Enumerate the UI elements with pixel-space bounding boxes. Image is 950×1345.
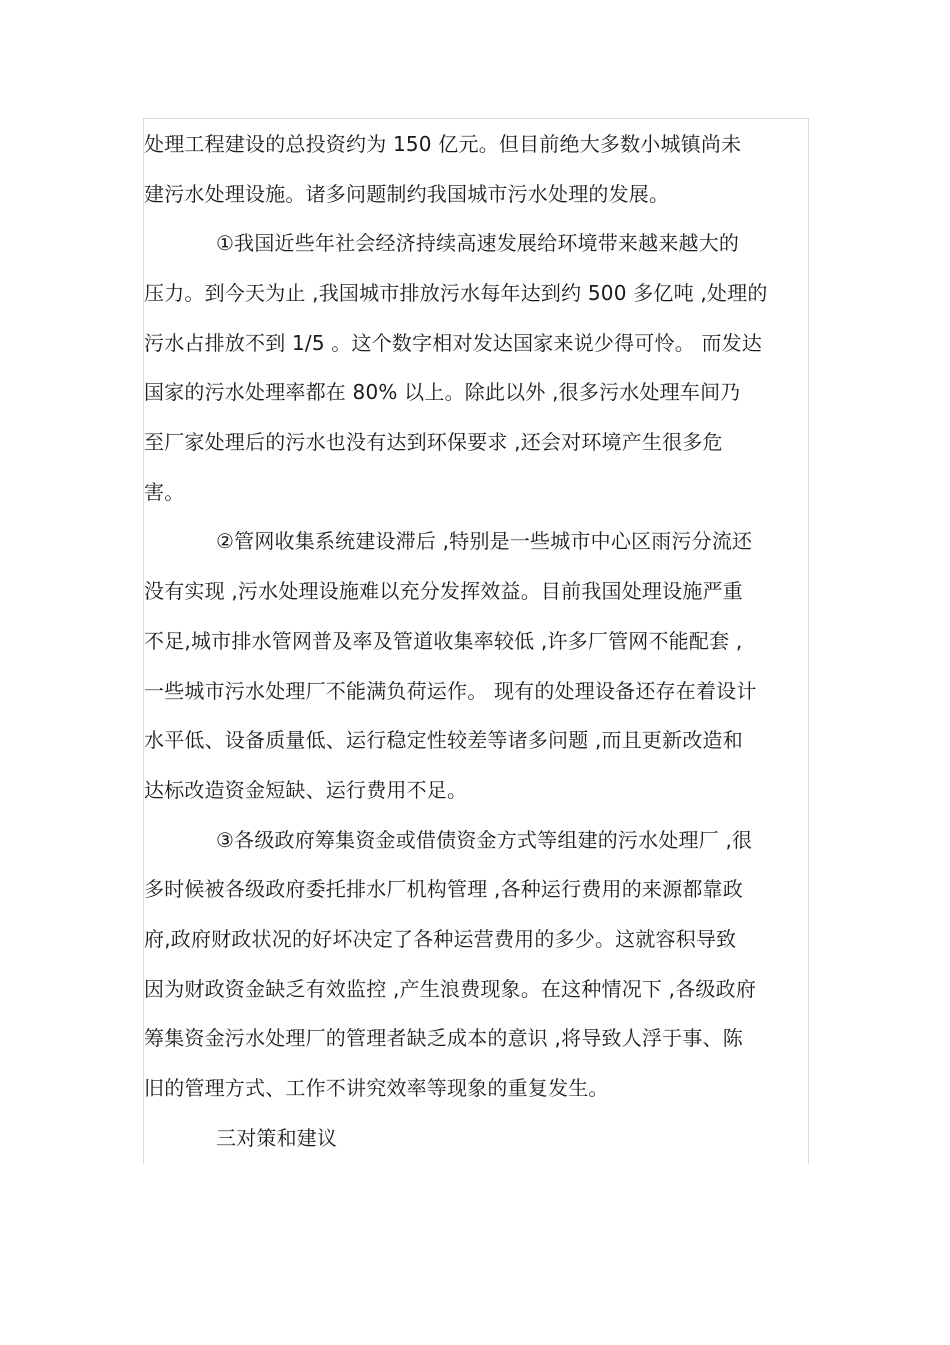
text-line: 处理工程建设的总投资约为 150 亿元。但目前绝大多数小城镇尚未 <box>144 132 742 156</box>
text-line: 多时候被各级政府委托排水厂机构管理 ,各种运行费用的来源都靠政 <box>144 877 743 901</box>
section-heading: 三对策和建议 <box>216 1126 338 1150</box>
text-line: 筹集资金污水处理厂的管理者缺乏成本的意识 ,将导致人浮于事、陈 <box>144 1026 743 1050</box>
text-line: 污水占排放不到 1/5 。这个数字相对发达国家来说少得可怜。 而发达 <box>144 331 763 355</box>
text-line: 因为财政资金缺乏有效监控 ,产生浪费现象。在这种情况下 ,各级政府 <box>144 977 757 1001</box>
text-line: 旧的管理方式、工作不讲究效率等现象的重复发生。 <box>144 1076 609 1100</box>
paragraph-start-line: ③各级政府筹集资金或借债资金方式等组建的污水处理厂 ,很 <box>216 828 753 852</box>
text-line: 没有实现 ,污水处理设施难以充分发挥效益。目前我国处理设施严重 <box>144 579 743 603</box>
text-line: 达标改造资金短缺、运行费用不足。 <box>144 778 468 802</box>
text-line: 水平低、设备质量低、运行稳定性较差等诸多问题 ,而且更新改造和 <box>144 728 743 752</box>
text-line: 建污水处理设施。诸多问题制约我国城市污水处理的发展。 <box>144 182 670 206</box>
paragraph-start-line: ②管网收集系统建设滞后 ,特别是一些城市中心区雨污分流还 <box>216 529 753 553</box>
text-line: 国家的污水处理率都在 80% 以上。除此以外 ,很多污水处理车间乃 <box>144 380 741 404</box>
paragraph-start-line: ①我国近些年社会经济持续高速发展给环境带来越来越大的 <box>216 231 740 255</box>
text-line: 府,政府财政状况的好坏决定了各种运营费用的多少。这就容积导致 <box>144 927 737 951</box>
text-line: 不足,城市排水管网普及率及管道收集率较低 ,许多厂管网不能配套 , <box>144 629 743 653</box>
text-line: 至厂家处理后的污水也没有达到环保要求 ,还会对环境产生很多危 <box>144 430 723 454</box>
document-page <box>143 118 809 1164</box>
text-line: 害。 <box>144 480 185 504</box>
text-line: 压力。到今天为止 ,我国城市排放污水每年达到约 500 多亿吨 ,处理的 <box>144 281 768 305</box>
text-line: 一些城市污水处理厂不能满负荷运作。 现有的处理设备还存在着设计 <box>144 679 757 703</box>
